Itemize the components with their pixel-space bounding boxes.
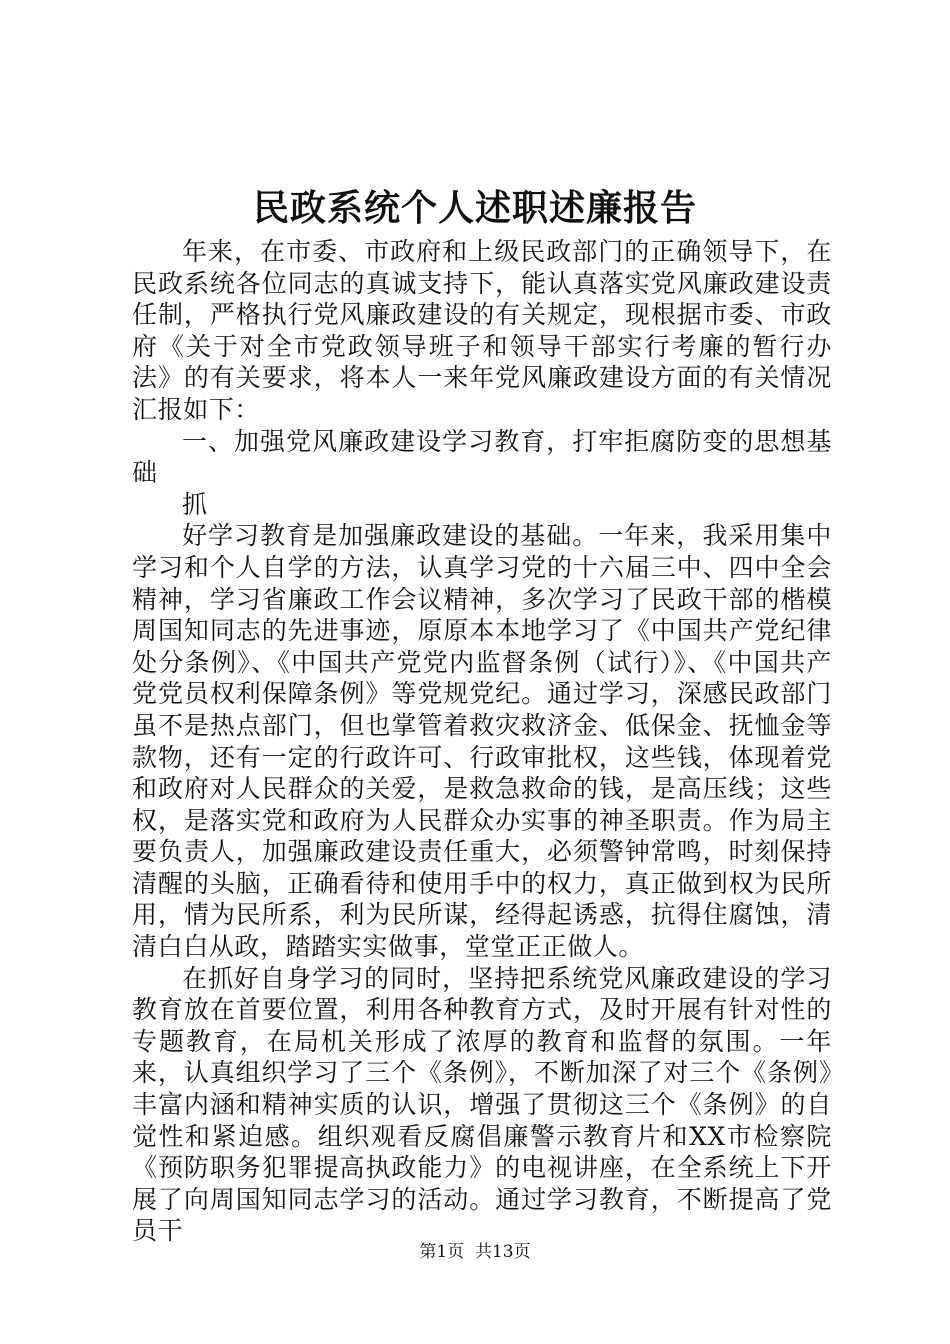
page-footer — [0, 1240, 950, 1264]
paragraph-study: 好学习教育是加强廉政建设的基础。一年来，我采用集中学习和个人自学的方法，认真学习党的十六届三中、四中全会精神，学习省廉政工作会议精神，多次学习了民政干部的楷模周国知同志的先进事迹，原原本本地学习了《中国共产党纪律处分条例》、《中国共产党党内监督条例（试行）》、《中国共产党党员权利保障条例》等党规党纪。通过学习，深感民政部门虽不是热点部门，但也掌管着救灾救济金、低保金、抚恤金等款物，还有一定的行政许可、行政审批权，这些钱，体现着党和政府对人民群众的关爱，是救急救命的钱，是高压线；这些权，是落实党和政府为人民群众办实事的神圣职责。作为局主要负责人，加强廉政建设责任重大，必须警钟常鸣，时刻保持清醒的头脑，正确看待和使用手中的权力，真正做到权为民所用，情为民所系，利为民所谋，经得起诱惑，抗得住腐蚀，清清白白从政，踏踏实实做事，堂堂正正做人。 — [132, 521, 832, 962]
page-number-label: 第1页 共13页 — [419, 1242, 531, 1262]
section-heading-1: 一、加强党风廉政建设学习教育，打牢拒腐防变的思想基础 — [132, 426, 832, 488]
paragraph-fragment: 抓 — [182, 489, 208, 519]
paragraph-education: 在抓好自身学习的同时，坚持把系统党风廉政建设的学习教育放在首要位置，利用各种教育方式，及时开展有针对性的专题教育，在局机关形成了浓厚的教育和监督的氛围。一年来，认真组织学习了三个《条例》，不断加深了对三个《条例》丰富内涵和精神实质的认识，增强了贯彻这三个《条例》的自觉性和紧迫感。组织观看反腐倡廉警示教育片和XX市检察院《预防职务犯罪提高执政能力》的电视讲座，在全系统上下开展了向周国知同志学习的活动。通过学习教育，不断提高了党员干 — [132, 963, 832, 1246]
paragraph-intro: 年来，在市委、市政府和上级民政部门的正确领导下，在民政系统各位同志的真诚支持下，能认真落实党风廉政建设责任制，严格执行党风廉政建设的有关规定，现根据市委、市政府《关于对全市党政领导班子和领导干部实行考廉的暂行办法》的有关要求，将本人一来年党风廉政建设方面的有关情况汇报如下： — [132, 237, 832, 424]
document-body — [132, 236, 832, 1247]
document-title: 民政系统个人述职述廉报告 — [252, 187, 697, 229]
